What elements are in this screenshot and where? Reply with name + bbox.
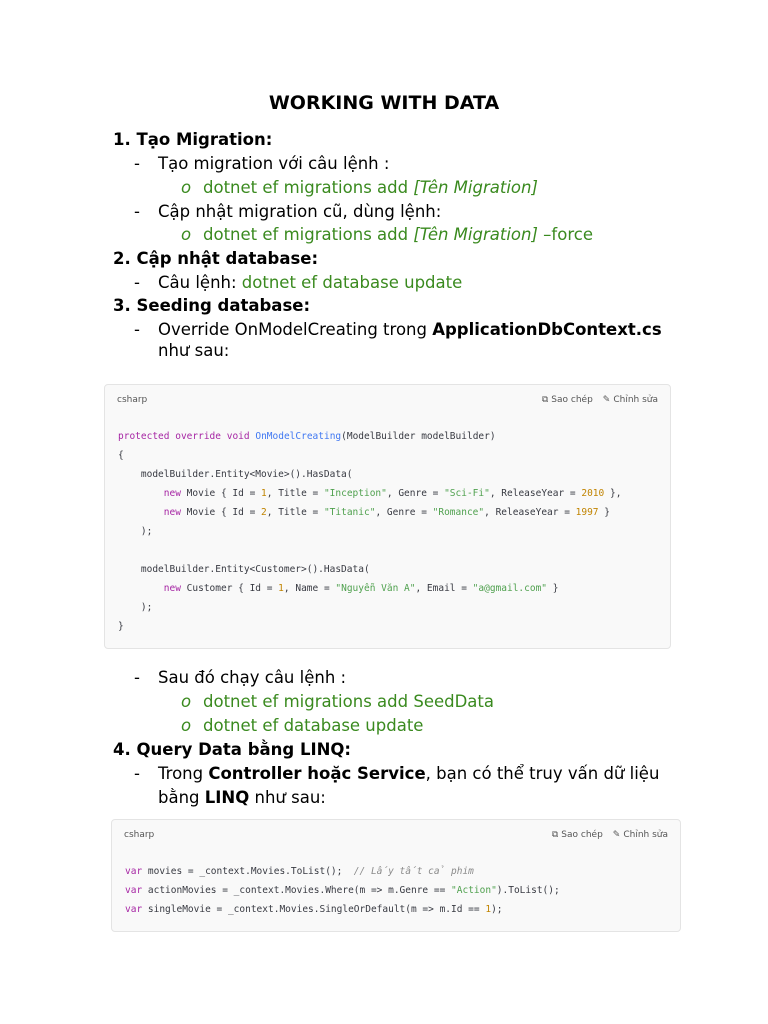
command-text: dotnet ef migrations add SeedData xyxy=(203,692,494,711)
o-bullet: o xyxy=(181,225,192,244)
section-3-heading: 3. Seeding database: xyxy=(113,296,311,315)
list-item: Trong Controller hoặc Service, bạn có thể truy vấn dữ liệu xyxy=(158,764,660,783)
section-1-heading: 1. Tạo Migration: xyxy=(113,130,273,149)
section-2-heading: 2. Cập nhật database: xyxy=(113,249,319,268)
o-bullet: o xyxy=(181,716,192,735)
dash-bullet: - xyxy=(134,202,140,221)
copy-icon: ⧉ xyxy=(541,395,549,405)
dash-bullet: - xyxy=(134,320,140,339)
code-language-label: csharp xyxy=(117,395,148,405)
list-item-continuation: bằng LINQ như sau: xyxy=(158,788,326,807)
copy-button[interactable]: ⧉ Sao chép xyxy=(541,395,593,405)
command-text: dotnet ef migrations add [Tên Migration] xyxy=(203,178,538,197)
code-content: var movies = _context.Movies.ToList(); // Lấy tất cả phim var actionMovies = _context.Movies.Where(m => m.Genre == "Action").ToList(); var singleMovie = _context.Movies.SingleOrDefault(m => m.Id == 1); xyxy=(125,866,560,915)
pencil-icon: ✎ xyxy=(602,395,611,405)
command-text: dotnet ef migrations add [Tên Migration] –force xyxy=(203,225,593,244)
dash-bullet: - xyxy=(134,764,140,783)
list-item: Cập nhật migration cũ, dùng lệnh: xyxy=(158,202,442,221)
copy-button[interactable]: ⧉ Sao chép xyxy=(551,830,603,840)
copy-icon: ⧉ xyxy=(551,830,559,840)
list-item: Sau đó chạy câu lệnh : xyxy=(158,668,347,687)
code-block xyxy=(111,819,681,932)
list-item: Tạo migration với câu lệnh : xyxy=(158,154,390,173)
code-language-label: csharp xyxy=(124,830,155,840)
page-title: WORKING WITH DATA xyxy=(268,92,500,114)
dash-bullet: - xyxy=(134,273,140,292)
dash-bullet: - xyxy=(134,668,140,687)
o-bullet: o xyxy=(181,692,192,711)
code-block xyxy=(104,384,671,649)
edit-button[interactable]: ✎ Chỉnh sửa xyxy=(602,395,658,405)
command-text: dotnet ef database update xyxy=(203,716,424,735)
o-bullet: o xyxy=(181,178,192,197)
dash-bullet: - xyxy=(134,154,140,173)
list-item: Override OnModelCreating trong ApplicationDbContext.cs xyxy=(158,320,662,339)
pencil-icon: ✎ xyxy=(612,830,621,840)
list-item: Câu lệnh: dotnet ef database update xyxy=(158,273,463,292)
list-item-continuation: như sau: xyxy=(158,341,230,360)
edit-button[interactable]: ✎ Chỉnh sửa xyxy=(612,830,668,840)
section-4-heading: 4. Query Data bằng LINQ: xyxy=(113,740,352,759)
code-content: protected override void OnModelCreating(ModelBuilder modelBuilder) { modelBuilder.Entity<Movie>().HasData( new Movie { Id = 1, Title = "Inception", Genre = "Sci-Fi", ReleaseYear = 2010 }, new Movie { Id = 2, Title = "Titanic", Genre = "Romance", ReleaseYear = 1997 } ); modelBuilder.Entity<Customer>().HasData( new Customer { Id = 1, Name = "Nguyễn Văn A", Email = "a@gmail.com" } ); } xyxy=(118,431,622,632)
